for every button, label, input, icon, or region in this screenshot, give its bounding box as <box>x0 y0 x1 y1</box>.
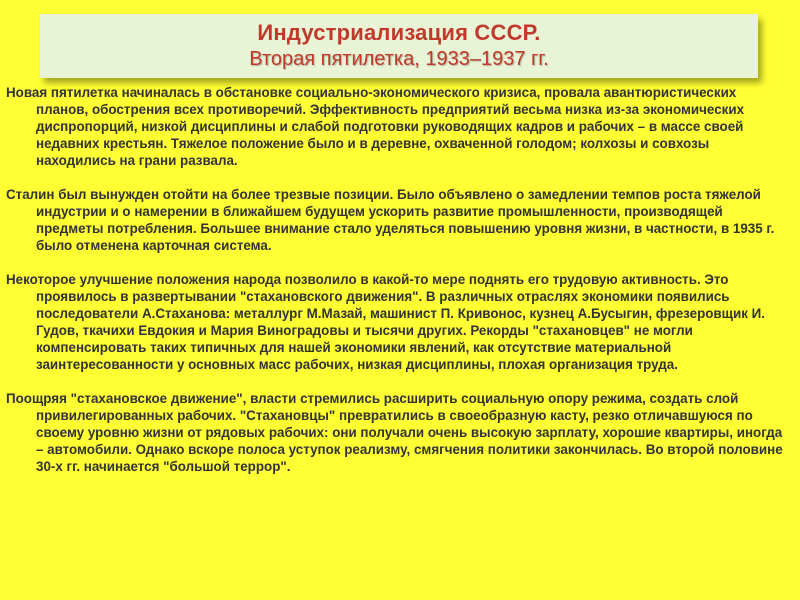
paragraph-3: Некоторое улучшение положения народа позволило в какой-то мере поднять его трудовую активность. Это проявилось в развертывании "стахановского движения". В различных отраслях экономики появились последователи А.Стаханова: металлург М.Мазай, машинист П. Кривонос, кузнец А.Бусыгин, фрезеровщик И. Гудов, ткачихи Евдокия и Мария Виноградовы и тысячи других. Рекорды "стахановцев" не могли компенсировать таких типичных для нашей экономики явлений, как отсутствие материальной заинтересованности у основных масс рабочих, низкая дисциплины, плохая организация труда. <box>6 272 765 372</box>
slide-body <box>6 84 792 492</box>
slide-title: Индустриализация СССР. <box>257 20 541 45</box>
slide-subtitle: Вторая пятилетка, 1933–1937 гг. <box>249 48 549 70</box>
paragraph-1: Новая пятилетка начиналась в обстановке социально-экономического кризиса, провала авантюристических планов, обострения всех противоречий. Эффективность предприятий весьма низка из-за экономических диспропорций, низкой дисциплины и слабой подготовки руководящих кадров и рабочих – в массе своей недавних крестьян. Тяжелое положение было и в деревне, охваченной голодом; колхозы и совхозы находились на грани развала. <box>6 85 745 168</box>
paragraph-4: Поощряя "стахановское движение", власти стремились расширить социальную опору режима, создать слой привилегированных рабочих. "Стахановцы" превратились в своеобразную касту, резко отличавшуюся по своему уровню жизни от рядовых рабочих: они получали очень высокую зарплату, хорошие квартиры, иногда – автомобили. Однако вскоре полоса уступок реализму, смягчения политики закончилась. Во второй половине 30-х гг. начинается "большой террор". <box>6 391 783 474</box>
title-box <box>40 14 758 78</box>
paragraph-2: Сталин был вынужден отойти на более трезвые позиции. Было объявлено о замедлении темпов роста тяжелой индустрии и о намерении в ближайшем будущем ускорить развитие промышленности, производящей предметы потребления. Большее внимание стало уделяться повышению уровня жизни, в частности, в 1935 г. было отменена карточная система. <box>6 187 775 253</box>
